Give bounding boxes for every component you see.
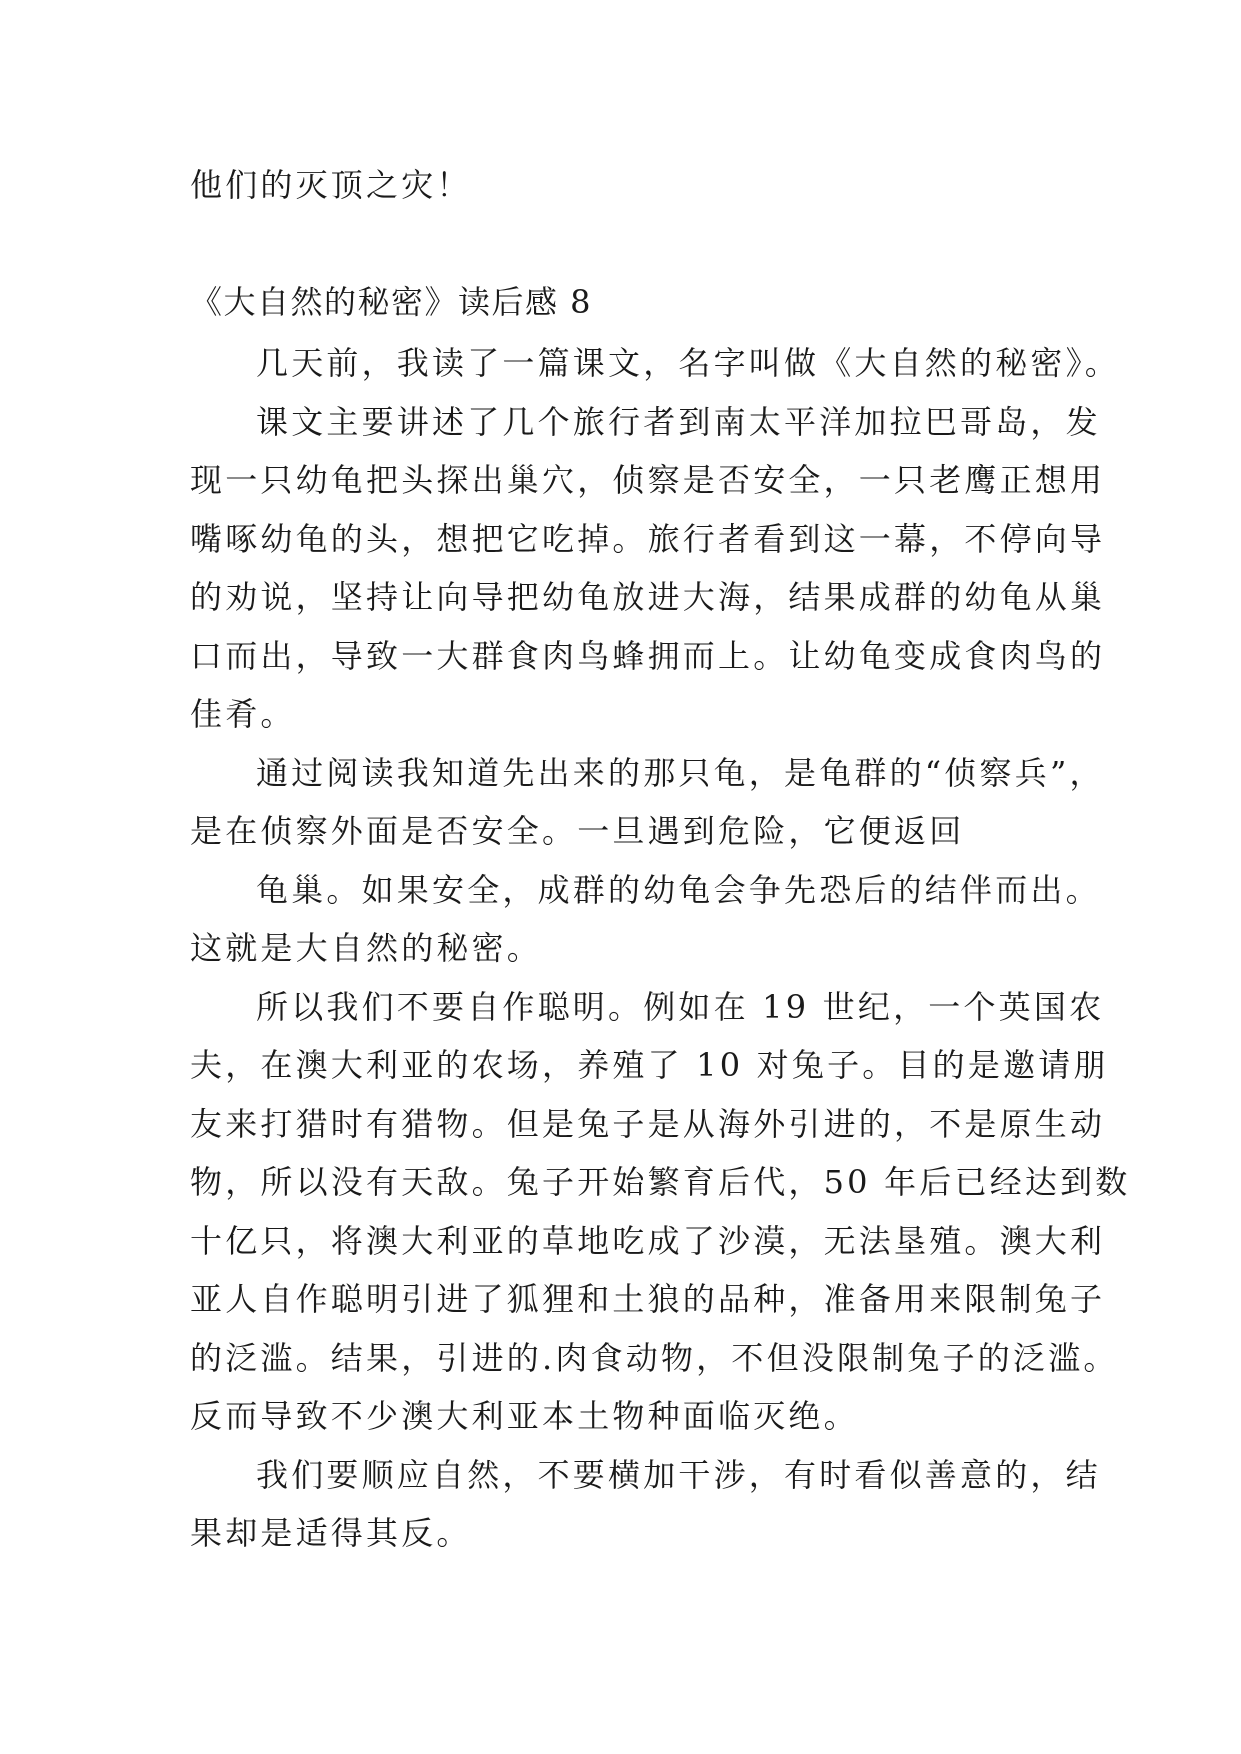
text-line: 这就是大自然的秘密。 — [190, 929, 543, 967]
text-line: 的劝说，坚持让向导把幼龟放进大海，结果成群的幼龟从巢 — [190, 578, 1106, 616]
text-line: 课文主要讲述了几个旅行者到南太平洋加拉巴哥岛，发 — [256, 403, 1101, 441]
text-line: 夫，在澳大利亚的农场，养殖了 10 对兔子。目的是邀请朋 — [190, 1046, 1109, 1084]
text-line: 的泛滥。结果，引进的.肉食动物，不但没限制兔子的泛滥。 — [190, 1339, 1119, 1377]
text-line: 他们的灭顶之灾！ — [190, 166, 472, 204]
text-line: 果却是适得其反。 — [190, 1514, 472, 1552]
text-line: 反而导致不少澳大利亚本土物种面临灭绝。 — [190, 1397, 859, 1435]
text-line: 亚人自作聪明引进了狐狸和土狼的品种，准备用来限制兔子 — [190, 1280, 1106, 1318]
text-line: 十亿只，将澳大利亚的草地吃成了沙漠，无法垦殖。澳大利 — [190, 1222, 1106, 1260]
text-line: 是在侦察外面是否安全。一旦遇到危险，它便返回 — [190, 812, 965, 850]
text-line: 龟巢。如果安全，成群的幼龟会争先恐后的结伴而出。 — [256, 871, 1101, 909]
text-line: 几天前，我读了一篇课文，名字叫做《大自然的秘密》。 — [256, 344, 1121, 382]
text-line: 通过阅读我知道先出来的那只龟，是龟群的“侦察兵”， — [256, 754, 1105, 792]
text-line: 物，所以没有天敌。兔子开始繁育后代，50 年后已经达到数 — [190, 1163, 1131, 1201]
text-line: 我们要顺应自然，不要横加干涉，有时看似善意的，结 — [256, 1456, 1101, 1494]
text-line: 所以我们不要自作聪明。例如在 19 世纪，一个英国农 — [256, 988, 1105, 1026]
section-title: 《大自然的秘密》读后感 8 — [190, 283, 593, 321]
text-line: 口而出，导致一大群食肉鸟蜂拥而上。让幼龟变成食肉鸟的 — [190, 637, 1106, 675]
text-line: 嘴啄幼龟的头，想把它吃掉。旅行者看到这一幕，不停向导 — [190, 520, 1106, 558]
text-line: 佳肴。 — [190, 695, 296, 733]
text-line: 友来打猎时有猎物。但是兔子是从海外引进的，不是原生动 — [190, 1105, 1106, 1143]
text-line: 现一只幼龟把头探出巢穴，侦察是否安全，一只老鹰正想用 — [190, 461, 1106, 499]
